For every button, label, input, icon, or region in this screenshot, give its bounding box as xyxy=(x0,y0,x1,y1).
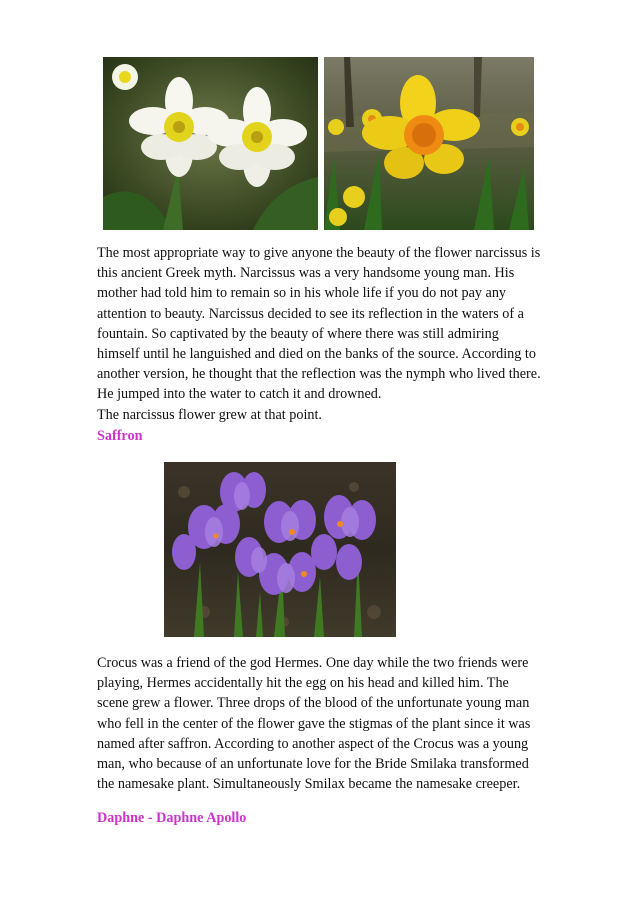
paragraph-line: another version, he thought that the reflection was the nymph who lived there. xyxy=(97,366,541,383)
paragraph-line: man, who because of an unfortunate love for the Bride Smilaka transformed xyxy=(97,756,529,773)
white-narcissus-image xyxy=(103,57,318,230)
narcissus-paragraph xyxy=(97,243,597,425)
yellow-daffodil-image xyxy=(324,57,534,230)
paragraph-line: himself until he languished and died on the banks of the source. According to xyxy=(97,346,536,363)
paragraph-line: He jumped into the water to catch it and drowned. xyxy=(97,386,382,403)
paragraph-line: scene grew a flower. Three drops of the blood of the unfortunate young man xyxy=(97,695,530,712)
daphne-heading: Daphne - Daphne Apollo xyxy=(97,810,247,826)
paragraph-line: The narcissus flower grew at that point. xyxy=(97,406,322,423)
paragraph-line: this ancient Greek myth. Narcissus was a very handsome young man. His xyxy=(97,265,515,282)
purple-crocus-image xyxy=(164,462,396,637)
paragraph-line: Crocus was a friend of the god Hermes. One day while the two friends were xyxy=(97,655,529,671)
paragraph-line: the namesake plant. Simultaneously Smilax became the namesake creeper. xyxy=(97,776,521,793)
paragraph-line: who fell in the center of the flower gave the stigmas of the plant since it was xyxy=(97,715,531,732)
yellow-daffodil-photo xyxy=(324,57,534,230)
paragraph-line: The most appropriate way to give anyone the beauty of the flower narcissus is xyxy=(97,245,541,261)
paragraph-line: playing, Hermes accidentally hit the egg on his head and killed him. The xyxy=(97,675,509,692)
paragraph-line: named after saffron. According to another aspect of the Crocus was a young xyxy=(97,735,529,752)
paragraph-line: attention to beauty. Narcissus decided to see its reflection in the waters of a xyxy=(97,305,524,322)
white-narcissus-photo xyxy=(103,57,318,230)
paragraph-line: fountain. So captivated by the beauty of where there was still admiring xyxy=(97,325,499,342)
crocus-paragraph xyxy=(97,653,597,794)
paragraph-line: mother had told him to remain so in his whole life if you do not pay any xyxy=(97,285,507,302)
saffron-heading: Saffron xyxy=(97,428,143,444)
purple-crocus-photo xyxy=(164,462,396,637)
